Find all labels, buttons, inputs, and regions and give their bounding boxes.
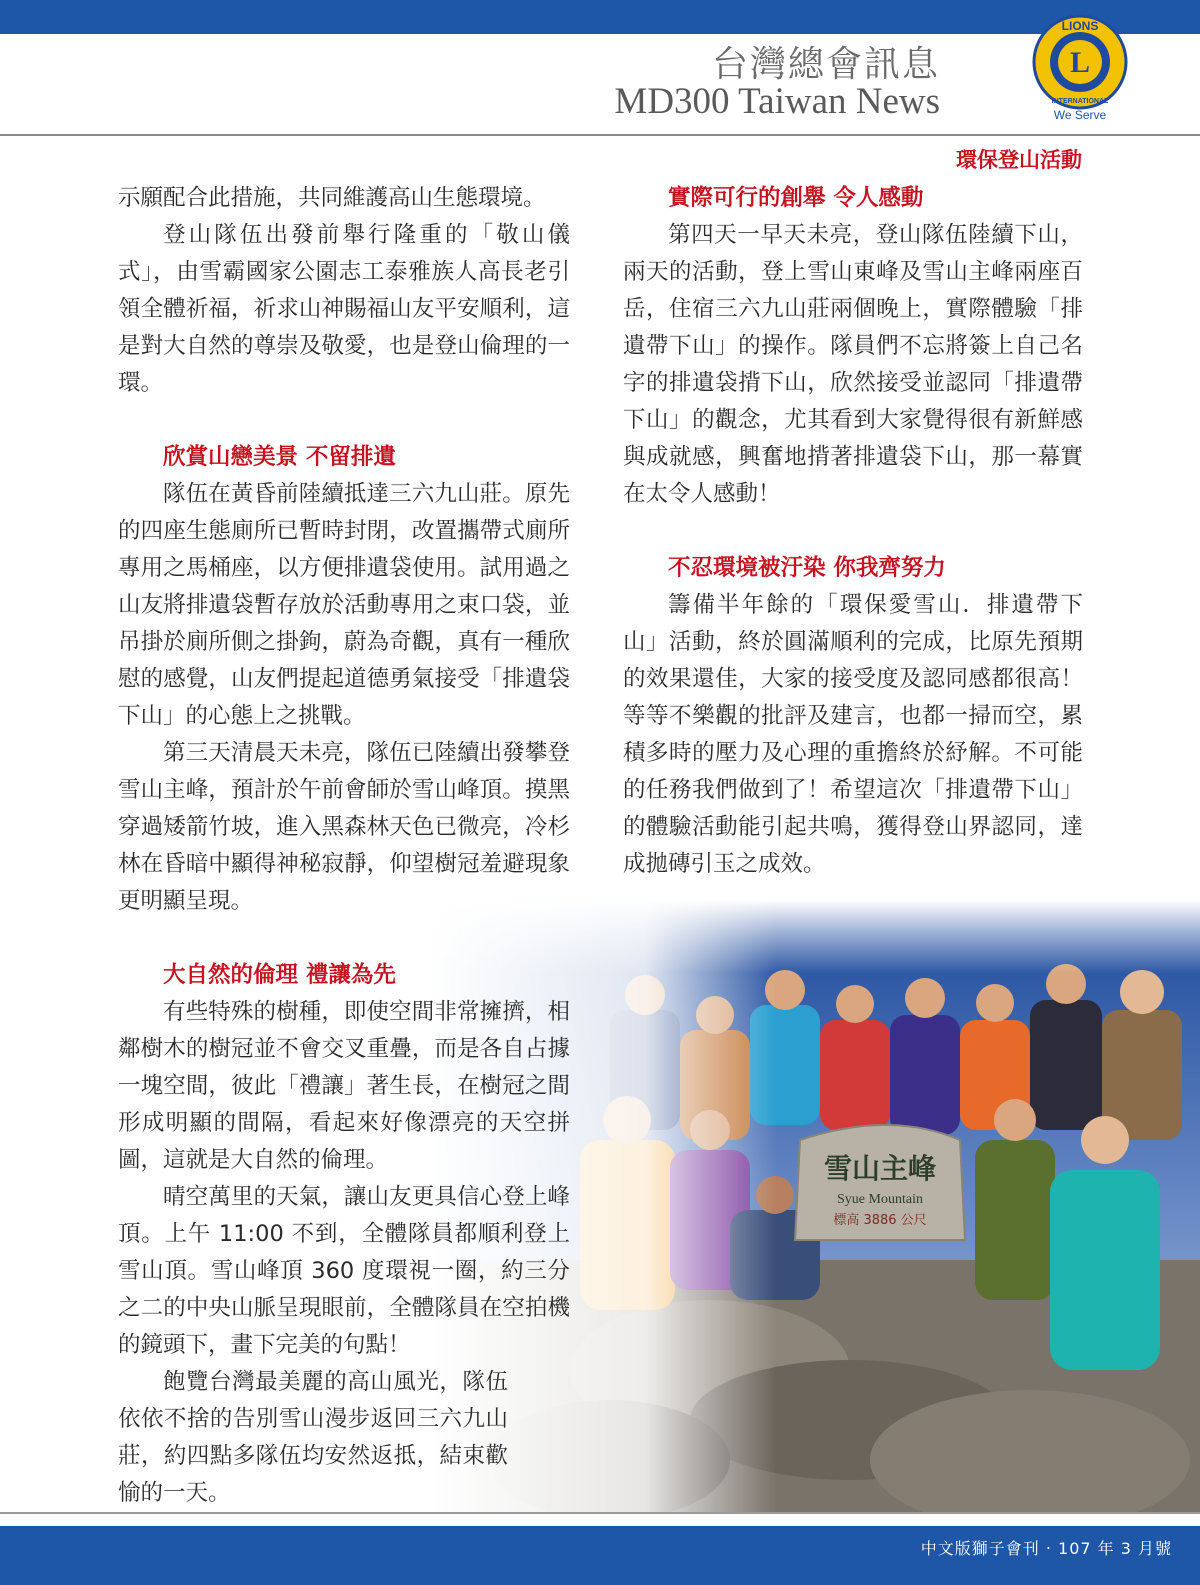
paragraph: 有些特殊的樹種，即使空間非常擁擠，相鄰樹木的樹冠並不會交叉重疊，而是各自占據一塊空間，彼此「禮讓」著生長，在樹冠之間形成明顯的間隔，看起來好像漂亮的天空拼圖，這就是大自然的倫理。 [118,999,570,1173]
masthead-title-en: MD300 Taiwan News [614,81,940,122]
paragraph: 第三天清晨天未亮，隊伍已陸續出發攀登雪山主峰，預計於午前會師於雪山峰頂。摸黑穿過矮箭竹坡，進入黑森林天色已微亮，冷杉林在昏暗中顯得神秘寂靜，仰望樹冠羞避現象更明顯呈現。 [118,740,570,914]
header-divider [0,134,1200,136]
subheading: 不忍環境被汙染 你我齊努力 [668,555,946,581]
left-column [118,180,570,1512]
lions-logo [1030,12,1130,124]
paragraph: 登山隊伍出發前舉行隆重的「敬山儀式」，由雪霸國家公園志工泰雅族人高長老引領全體祈福，祈求山神賜福山友平安順利，這是對大自然的尊崇及敬愛，也是登山倫理的一環。 [118,222,570,396]
paragraph: 晴空萬里的天氣，讓山友更具信心登上峰頂。上午 11:00 不到，全體隊員都順利登上雪山頂。雪山峰頂 360 度環視一圈，約三分之二的中央山脈呈現眼前，全體隊員在空拍機的鏡頭下，畫下完美的句點！ [118,1184,570,1358]
logo-letter: L [1069,46,1091,79]
top-banner-bar [0,0,1200,34]
section-tag: 環保登山活動 [956,148,1082,172]
paragraph: 第四天一早天未亮，登山隊伍陸續下山，兩天的活動，登上雪山東峰及雪山主峰兩座百岳，住宿三六九山莊兩個晚上，實際體驗「排遺帶下山」的操作。隊員們不忘將簽上自己名字的排遺袋揹下山，欣然接受並認同「排遺帶下山」的觀念，尤其看到大家覺得很有新鮮感與成就感，興奮地揹著排遺袋下山，那一幕實在太令人感動！ [623,222,1083,507]
footer-issue-text: 中文版獅子會刊 ‧ 107 年 3 月號 [920,1539,1172,1558]
we-serve-motto: We Serve [1053,108,1107,122]
lions-emblem-icon [1030,12,1130,112]
logo-top-text: LIONS [1061,19,1099,33]
footer-divider [0,1512,1200,1514]
subheading: 欣賞山戀美景 不留排遺 [163,444,396,470]
subheading: 實際可行的創舉 令人感動 [668,185,924,211]
paragraph: 飽覽台灣最美麗的高山風光，隊伍依依不捨的告別雪山漫步返回三六九山莊，約四點多隊伍均安然返抵，結束歡愉的一天。 [118,1369,508,1506]
paragraph: 示願配合此措施，共同維護高山生態環境。 [118,185,546,211]
paragraph: 隊伍在黃昏前陸續抵達三六九山莊。原先的四座生態廁所已暫時封閉，改置攜帶式廁所專用之馬桶座，以方便排遺袋使用。試用過之山友將排遺袋暫存放於活動專用之束口袋，並吊掛於廁所側之掛鉤，蔚為奇觀，真有一種欣慰的感覺，山友們提起道德勇氣接受「排遺袋下山」的心態上之挑戰。 [118,481,570,729]
masthead-title-zh: 台灣總會訊息 [711,44,940,85]
logo-bottom-text: INTERNATIONAL [1051,98,1109,105]
right-column [623,180,1083,883]
subheading: 大自然的倫理 禮讓為先 [163,962,396,988]
paragraph: 籌備半年餘的「環保愛雪山．排遺帶下山」活動，終於圓滿順利的完成，比原先預期的效果還佳，大家的接受度及認同感都很高！等等不樂觀的批評及建言，也都一掃而空，累積多時的壓力及心理的重擔終於紓解。不可能的任務我們做到了！希望這次「排遺帶下山」的體驗活動能引起共鳴，獲得登山界認同，達成拋磚引玉之成效。 [623,592,1083,877]
